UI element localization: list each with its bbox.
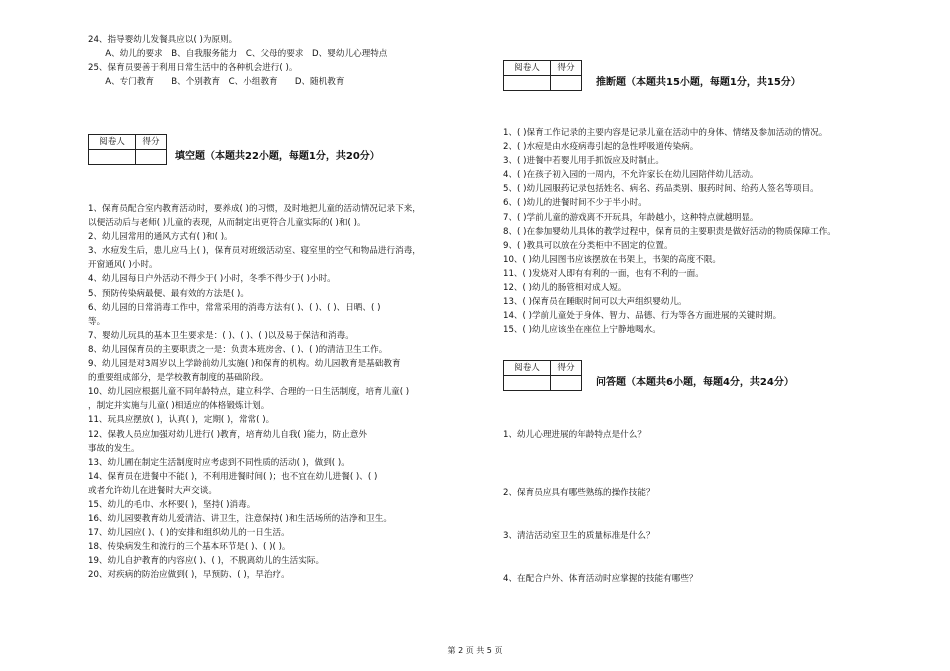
judgment-line: 6、( )幼儿的进餐时间不少于半小时。 [503, 198, 647, 209]
section-title: 问答题（本题共6小题，每题4分，共24分） [596, 377, 794, 388]
judgment-line: 1、( )保育工作记录的主要内容是记录儿童在活动中的身体、情绪及参加活动的情况。 [503, 128, 828, 138]
judgment-line: 15、( )幼儿应该坐在座位上宁静地喝水。 [503, 325, 661, 336]
question-line: 2、幼儿园常用的通风方式有( )和( )。 [88, 232, 233, 243]
question-line: 9、幼儿园是对3周岁以上学龄前幼儿实施( )和保育的机构。幼儿园教育是基础教育 [88, 359, 401, 370]
score-box-score-label: 得分 [551, 61, 582, 76]
section-title: 填空题（本题共22小题，每题1分，共20分） [175, 151, 380, 162]
score-box-score-label: 得分 [136, 135, 167, 150]
question-line: 24、指导婴幼儿发餐具应以( )为原则。 [88, 35, 238, 45]
question-line: 25、保育员要善于利用日常生活中的各种机会进行( )。 [88, 63, 298, 74]
judgment-line: 13、( )保育员在睡眠时间可以大声组织婴幼儿。 [503, 297, 687, 308]
score-box-score-cell[interactable] [551, 376, 582, 391]
question-line: 11、玩具应摆放( )，认真( )，定期( )，常常( )。 [88, 415, 275, 426]
judgment-line: 9、( )教具可以放在分类柜中不固定的位置。 [503, 240, 673, 251]
question-line: 1、保育员配合室内教育活动时，要养成( )的习惯，及时地把儿童的活动情况记录下来， [88, 204, 421, 214]
question-line: 6、幼儿园的日常消毒工作中，常常采用的消毒方法有( )、( )、( )、日晒、( ) [88, 302, 381, 313]
question-line: 3、水痘发生后，患儿应马上( )，保育员对班级活动室、寝室里的空气和物品进行消毒， [88, 246, 421, 257]
judgment-line: 5、( )幼儿园服药记录包括姓名、病名、药品类别、服药时间、给药人签名等项目。 [503, 184, 819, 195]
score-box [503, 60, 582, 91]
question-line: 7、婴幼儿玩具的基本卫生要求是：( )、( )、( )以及易于保洁和消毒。 [88, 330, 354, 341]
judgment-line: 11、( )发烧对人即有有利的一面，也有不利的一面。 [503, 268, 704, 279]
qa-question: 1、幼儿心理进展的年龄特点是什么？ [503, 430, 646, 440]
score-box-score-label: 得分 [551, 361, 582, 376]
judgment-line: 4、( )在孩子初入园的一周内，不允许家长在幼儿园陪伴幼儿活动。 [503, 170, 759, 181]
qa-question: 2、保育员应具有哪些熟练的操作技能？ [503, 488, 655, 498]
question-line: 19、幼儿自护教育的内容应( )、( )，不脱离幼儿的生活实际。 [88, 556, 325, 567]
question-line: 4、幼儿园每日户外活动不得少于( )小时，冬季不得少于( )小时。 [88, 274, 336, 285]
option-line: A、专门教育 B、个别教育 C、小组教育 D、随机教育 [88, 77, 345, 88]
fill-blank-questions [88, 202, 421, 583]
qa-question: 4、在配合户外、体育活动时应掌握的技能有哪些？ [503, 574, 698, 584]
question-line: 或者允许幼儿在进餐时大声交谈。 [88, 485, 217, 496]
score-box-score-cell[interactable] [551, 76, 582, 91]
question-line: 10、幼儿园应根据儿童不同年龄特点，建立科学、合理的一日生活制度，培育儿童( ) [88, 387, 410, 398]
judgment-line: 10、( )幼儿园图书应该摆放在书架上，书架的高度不限。 [503, 254, 722, 265]
question-line: 开窗通风( )小时。 [88, 260, 158, 271]
question-line: 20、对疾病的防治应做到( )，早预防、( )，早治疗。 [88, 570, 290, 581]
score-box-grader-label: 阅卷人 [504, 361, 551, 376]
judgment-line: 3、( )进餐中若婴儿用手抓饭应及时制止。 [503, 156, 664, 167]
page-footer: 第 2 页 共 5 页 [447, 646, 503, 655]
option-line: A、幼儿的要求 B、自我服务能力 C、父母的要求 D、婴幼儿心理特点 [88, 49, 388, 60]
multiple-choice-continuation [88, 33, 387, 89]
score-box-grader-label: 阅卷人 [89, 135, 136, 150]
question-line: 13、幼儿圃在制定生活制度时应考虑到不同性质的活动( )，做到( )。 [88, 457, 350, 468]
qa-question: 3、清洁活动室卫生的质量标准是什么？ [503, 531, 655, 541]
question-line: 12、保教人员应加强对幼儿进行( )教育，培育幼儿自我( )能力，防止意外 [88, 429, 368, 440]
judgment-header [503, 60, 801, 91]
question-line: 8、幼儿园保育员的主要职责之一是：负责本班房舍、( )、( )的清洁卫生工作。 [88, 344, 388, 355]
judgment-line: 14、( )学前儿童处于身体、智力、品德、行为等各方面进展的关键时期。 [503, 311, 782, 322]
question-line: 以便活动后与老师( )儿童的表现，从而制定出更符合儿童实际的( )和( )。 [88, 218, 366, 229]
question-line: 16、幼儿园要教育幼儿爱清洁、讲卫生，注意保持( )和生活场所的洁净和卫生。 [88, 514, 392, 525]
fill-blank-header [88, 134, 380, 165]
question-line: 5、预防传染病最便、最有效的方法是( )。 [88, 288, 249, 299]
question-line: 14、保育员在进餐中不能( )，不利用进餐时间( )；也不宜在幼儿进餐( )、( ) [88, 471, 378, 482]
section-title: 推断题（本题共15小题，每题1分，共15分） [596, 77, 801, 88]
score-box-grader-label: 阅卷人 [504, 61, 551, 76]
score-box [503, 360, 582, 391]
judgment-line: 8、( )在参加婴幼儿具体的教学过程中，保育员的主要职责是做好活动的物质保障工作。 [503, 226, 836, 237]
question-line: 等。 [88, 316, 106, 327]
question-line: 18、传染病发生和流行的三个基本环节是( )、( )( )。 [88, 542, 291, 553]
question-line: 事故的发生。 [88, 443, 140, 454]
question-line: 17、幼儿园应( )、( )的安排和组织幼儿的一日生活。 [88, 528, 290, 539]
score-box [88, 134, 167, 165]
score-box-grader-cell[interactable] [89, 150, 136, 165]
judgment-line: 12、( )幼儿的肠管相对成人短。 [503, 283, 627, 294]
score-box-grader-cell[interactable] [504, 376, 551, 391]
judgment-line: 2、( )水痘是由水疫病毒引起的急性呼吸道传染病。 [503, 142, 699, 153]
question-line: ，制定并实施与儿童( )相适应的体格锻炼计划。 [88, 401, 270, 412]
score-box-score-cell[interactable] [136, 150, 167, 165]
question-line: 的重要组成部分，是学校教育制度的基础阶段。 [88, 373, 269, 384]
judgment-line: 7、( )学前儿童的游戏离不开玩具，年龄越小，这种特点就越明显。 [503, 212, 759, 223]
qa-header [503, 360, 794, 391]
judgment-questions [503, 126, 836, 337]
score-box-grader-cell[interactable] [504, 76, 551, 91]
question-line: 15、幼儿的毛巾、水杯要( )，坚持( )消毒。 [88, 499, 256, 510]
